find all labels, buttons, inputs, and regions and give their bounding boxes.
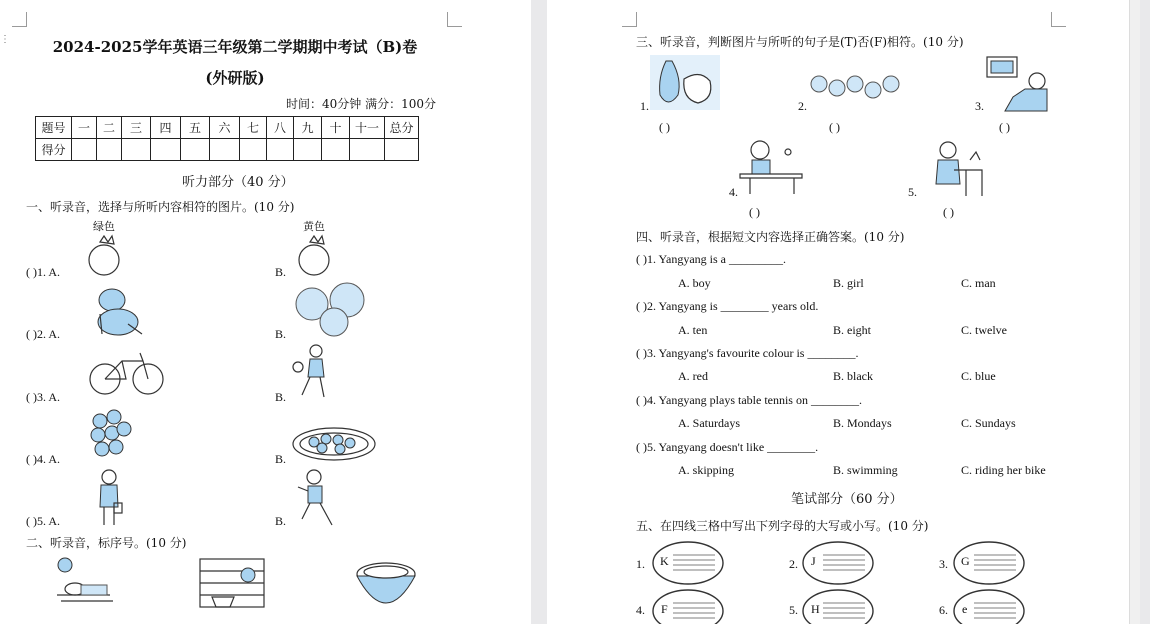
option-c: C. twelve: [961, 323, 1007, 337]
crop-mark: [622, 12, 637, 27]
pears-image: [650, 55, 720, 110]
option-a: A. Saturdays: [678, 416, 740, 430]
table-cell: 三: [122, 117, 151, 139]
vertical-scrollbar[interactable]: [1129, 0, 1140, 624]
exam-title: 2024-2025学年英语三年级第二学期期中考试（B)卷: [52, 38, 418, 56]
question-item: ( )3. Yangyang's favourite colour is ________.: [636, 346, 859, 360]
section-2-heading: 二、听录音，标序号。(10 分): [26, 536, 187, 550]
section-1-heading: 一、听录音，选择与所听内容相符的图片。(10 分): [26, 200, 295, 214]
question-item: ( )4. Yangyang plays table tennis on ________.: [636, 393, 862, 407]
table-cell: 五: [181, 117, 210, 139]
letter-item-number: 3.: [939, 557, 948, 571]
letter-item-number: 6.: [939, 603, 948, 617]
table-cell: [322, 139, 350, 161]
table-cell: 一: [72, 117, 97, 139]
option-a: A. ten: [678, 323, 708, 337]
letter-glyph: K: [660, 554, 669, 568]
picture-number: 4.: [729, 185, 738, 199]
option-b-label: B.: [275, 327, 287, 341]
option-b: B. swimming: [833, 463, 898, 477]
table-cell: [240, 139, 267, 161]
table-cell: 十: [322, 117, 350, 139]
letter-item-number: 1.: [636, 557, 645, 571]
table-cell: [350, 139, 385, 161]
boy-running-image: [294, 469, 339, 529]
boy-standing-image: [94, 469, 128, 527]
table-cell: 七: [240, 117, 267, 139]
table-cell: 六: [210, 117, 240, 139]
option-b-label: B.: [275, 514, 287, 528]
table-cell: 得分: [36, 139, 72, 161]
question-1-label: ( )1. A.: [26, 265, 60, 279]
letter-glyph: e: [962, 602, 968, 616]
writing-part-header: 笔试部分（60 分）: [791, 492, 903, 507]
letter-item-number: 4.: [636, 603, 645, 617]
question-item: ( )2. Yangyang is ________ years old.: [636, 299, 819, 313]
question-2-label: ( )2. A.: [26, 327, 60, 341]
option-a: A. skipping: [678, 463, 735, 477]
option-b: B. eight: [833, 323, 871, 337]
girl-at-desk-image: [930, 140, 988, 198]
tiger-image: [90, 284, 150, 339]
option-c: C. man: [961, 276, 996, 290]
balloons-bunch-image: [88, 409, 136, 463]
table-cell: [267, 139, 294, 161]
table-cell: [122, 139, 151, 161]
time-info: 时间：40分钟 满分：100分: [286, 97, 436, 111]
option-c: C. Sundays: [961, 416, 1016, 430]
section-5-heading: 五、在四线三格中写出下列字母的大写或小写。(10 分): [636, 519, 929, 533]
option-b-label: B.: [275, 265, 287, 279]
exam-subtitle: (外研版): [205, 69, 265, 87]
rice-bowl-image: [355, 560, 419, 615]
score-table-header-row: [36, 117, 419, 139]
balloon-yellow-image: [296, 232, 336, 277]
score-table: [35, 116, 419, 161]
table-cell: 四: [151, 117, 181, 139]
section-4-heading: 四、听录音，根据短文内容选择正确答案。(10 分): [636, 230, 905, 244]
supermarket-image: [198, 555, 268, 613]
option-c: C. blue: [961, 369, 996, 383]
listening-part-header: 听力部分（40 分）: [182, 175, 294, 190]
table-cell: [151, 139, 181, 161]
section-3-heading: 三、听录音，判断图片与所听的句子是(T)否(F)相符。(10 分): [636, 35, 964, 49]
picture-number: 3.: [975, 99, 984, 113]
balloon-green-image: [86, 232, 126, 277]
color-label-green: 绿色: [93, 220, 115, 233]
crop-mark: [447, 12, 462, 27]
table-cell: 八: [267, 117, 294, 139]
boy-football-image: [290, 343, 335, 401]
table-cell: [181, 139, 210, 161]
answer-paren: ( ): [829, 120, 840, 134]
option-b: B. girl: [833, 276, 864, 290]
letter-item-number: 2.: [789, 557, 798, 571]
picture-number: 2.: [798, 99, 807, 113]
letter-glyph: J: [811, 554, 816, 568]
answer-paren: ( ): [943, 205, 954, 219]
answer-paren: ( ): [659, 120, 670, 134]
table-cell: [385, 139, 419, 161]
question-3-label: ( )3. A.: [26, 390, 60, 404]
right-page: [547, 0, 1140, 624]
lions-image: [292, 282, 377, 337]
answer-paren: ( ): [749, 205, 760, 219]
left-page: [0, 0, 531, 624]
option-b: B. black: [833, 369, 873, 383]
question-item: ( )5. Yangyang doesn't like ________.: [636, 440, 819, 454]
table-cell: [72, 139, 97, 161]
option-b-label: B.: [275, 452, 287, 466]
table-cell: 题号: [36, 117, 72, 139]
picture-number: 1.: [640, 99, 649, 113]
table-cell: 总分: [385, 117, 419, 139]
table-cell: [294, 139, 322, 161]
letter-glyph: G: [961, 554, 970, 568]
option-a: A. red: [678, 369, 708, 383]
table-tennis-image: [740, 138, 804, 196]
table-cell: [210, 139, 240, 161]
bicycle-image: [88, 349, 168, 397]
crop-mark: [12, 12, 27, 27]
sleeping-child-image: [55, 555, 115, 613]
score-table-score-row: [36, 139, 419, 161]
letter-item-number: 5.: [789, 603, 798, 617]
plate-of-dumplings-image: [292, 426, 378, 462]
option-c: C. riding her bike: [961, 463, 1046, 477]
option-b-label: B.: [275, 390, 287, 404]
table-cell: 二: [97, 117, 122, 139]
letter-glyph: F: [661, 602, 668, 616]
letter-glyph: H: [811, 602, 820, 616]
crop-mark: [1051, 12, 1066, 27]
table-cell: 十一: [350, 117, 385, 139]
question-5-label: ( )5. A.: [26, 514, 60, 528]
option-b: B. Mondays: [833, 416, 892, 430]
question-item: ( )1. Yangyang is a _________.: [636, 252, 786, 266]
color-label-yellow: 黄色: [303, 220, 325, 233]
question-4-label: ( )4. A.: [26, 452, 60, 466]
monkeys-image: [809, 70, 904, 104]
table-cell: 九: [294, 117, 322, 139]
table-cell: [97, 139, 122, 161]
answer-paren: ( ): [999, 120, 1010, 134]
option-a: A. boy: [678, 276, 711, 290]
tv-viewer-image: [985, 55, 1049, 111]
picture-number: 5.: [908, 185, 917, 199]
margin-handle-icon: ⋮: [0, 34, 10, 45]
